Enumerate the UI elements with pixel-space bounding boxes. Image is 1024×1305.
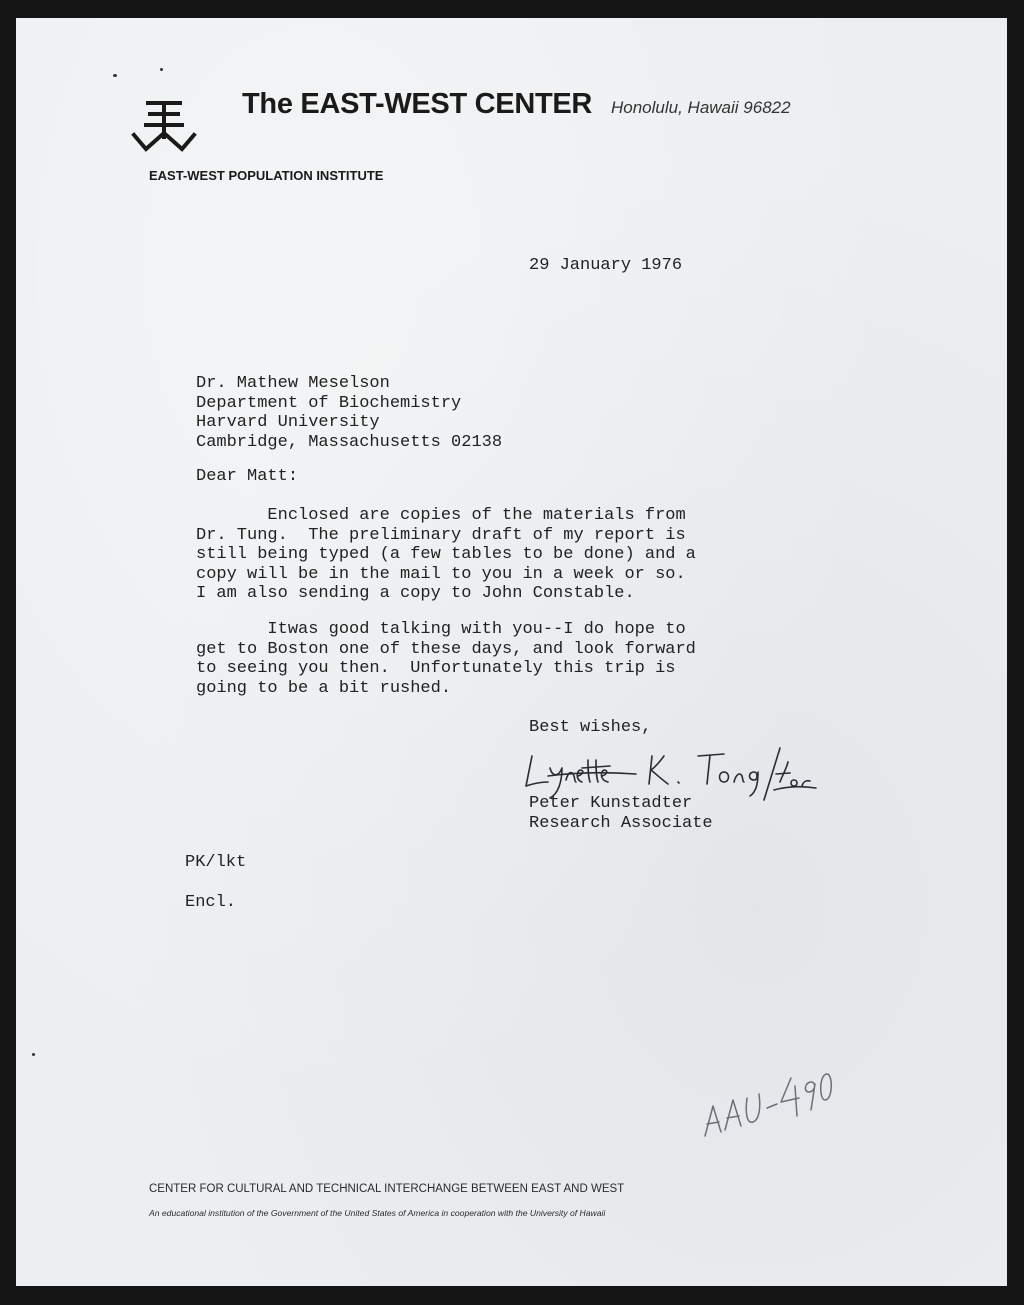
recipient-department: Department of Biochemistry [196, 393, 462, 413]
paper-speck [32, 1053, 35, 1056]
handwritten-signature [518, 742, 818, 802]
organization-location: Honolulu, Hawaii 96822 [611, 98, 791, 117]
letter-date: 29 January 1976 [529, 256, 683, 275]
closing: Best wishes, [529, 718, 652, 737]
east-west-center-logo-icon [118, 77, 200, 157]
salutation: Dear Matt: [196, 467, 299, 486]
paper-speck [113, 74, 117, 77]
archive-mark-handwriting [695, 1064, 835, 1144]
reference-initials: PK/lkt [185, 853, 247, 872]
signer-title: Research Associate [529, 813, 713, 833]
signer-block [529, 794, 713, 833]
recipient-name: Dr. Mathew Meselson [196, 374, 390, 393]
recipient-city: Cambridge, Massachusetts 02138 [196, 432, 503, 452]
signer-name: Peter Kunstadter [529, 794, 693, 813]
enclosure-note: Encl. [185, 893, 237, 912]
footer-center-name: CENTER FOR CULTURAL AND TECHNICAL INTERCHANGE BETWEEN EAST AND WEST [149, 1183, 625, 1195]
organization-name: The EAST-WEST CENTER [242, 88, 593, 120]
paper-speck [160, 68, 163, 71]
institute-name: EAST-WEST POPULATION INSTITUTE [149, 168, 384, 183]
footer-description: An educational institution of the Government of the United States of America in cooperation with the University of Hawaii [149, 1208, 606, 1218]
recipient-institution: Harvard University [196, 413, 380, 433]
body-paragraph-1: Enclosed are copies of the materials from Dr. Tung. The preliminary draft of my report is still being typed (a few tables to be done) and a copy will be in the mail to you in a week or so. I am also sending a copy to John Constable. [196, 506, 696, 604]
body-paragraph-2: Itwas good talking with you--I do hope to get to Boston one of these days, and look forward to seeing you then. Unfortunately this trip is going to be a bit rushed. [196, 620, 696, 698]
recipient-address [196, 374, 502, 452]
